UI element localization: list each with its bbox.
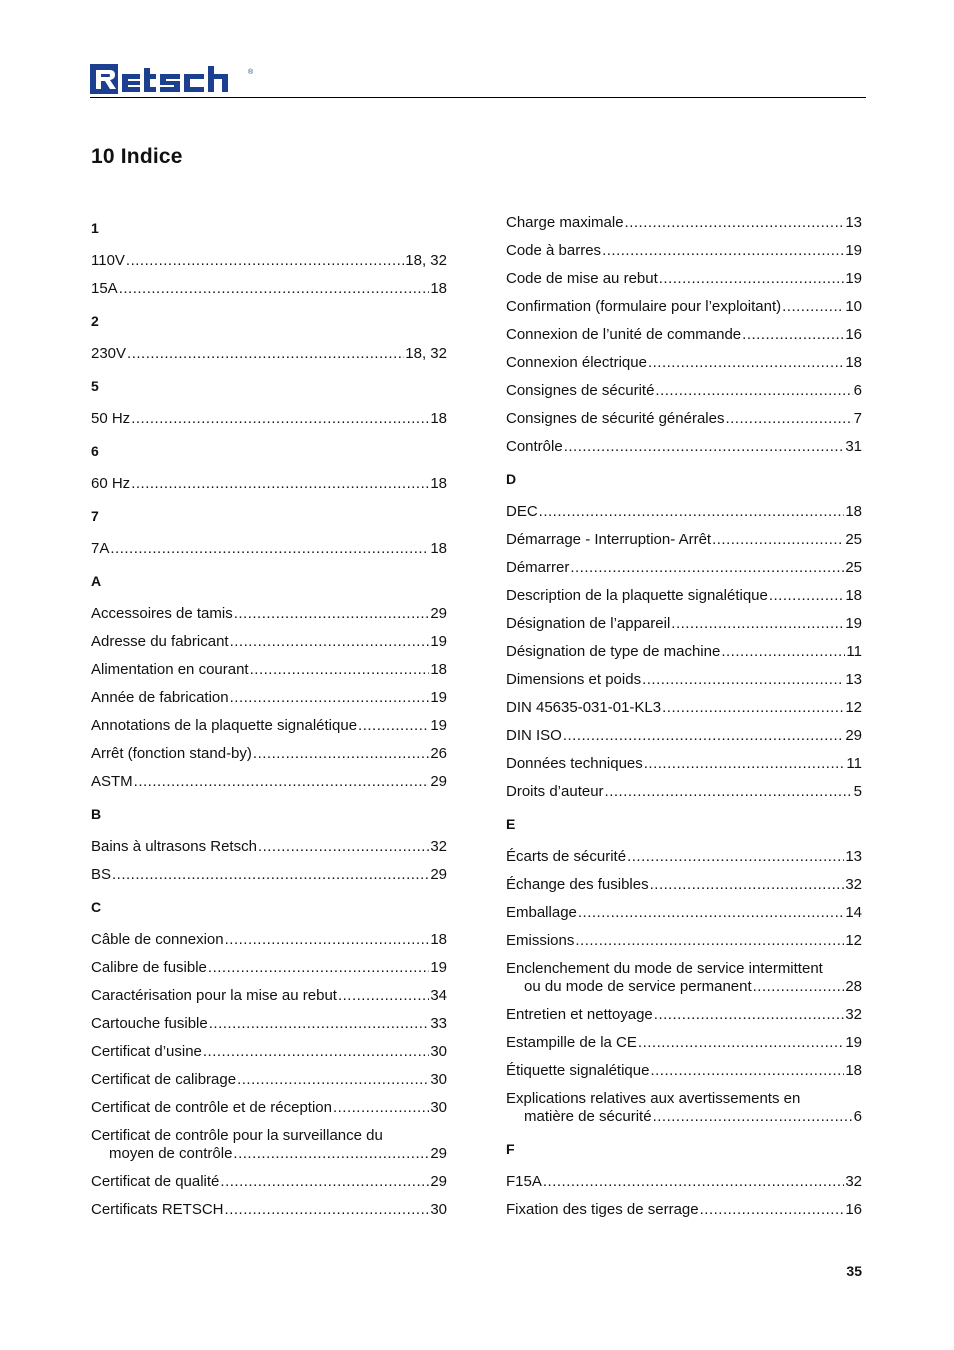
index-term: Caractérisation pour la mise au rebut [91,987,337,1004]
dot-leader [131,475,429,493]
dot-leader [543,1173,844,1191]
page-reference: 25 [845,559,862,576]
index-entry [506,727,862,745]
page-reference: 18 [845,587,862,604]
page-reference: 32 [845,876,862,893]
index-entry [506,755,862,773]
index-term: 15A [91,280,118,297]
dot-leader [625,214,845,232]
page-reference: 6 [853,1108,862,1125]
dot-leader [769,587,844,605]
dot-leader [650,1062,844,1080]
dot-leader [644,755,846,773]
index-entry [91,959,447,977]
index-term-continued: moyen de contrôle [109,1145,233,1162]
dot-leader [333,1099,429,1117]
index-term: Année de fabrication [91,689,229,706]
index-term: Écarts de sécurité [506,848,627,865]
dot-leader [575,932,844,950]
dot-leader [119,280,430,298]
header-rule [90,97,866,98]
page-reference: 29 [430,866,447,883]
dot-leader [671,615,844,633]
dot-leader [253,745,429,763]
section-title: Indice [120,145,183,168]
index-entry [506,382,862,400]
dot-leader [110,540,429,558]
index-entry [91,475,447,493]
dot-leader [563,727,844,745]
page-reference: 18 [430,661,447,678]
index-entry [506,1006,862,1024]
page-reference: 33 [430,1015,447,1032]
index-entry [506,1062,862,1080]
page-reference: 18 [845,1062,862,1079]
retsch-logo [90,62,258,96]
index-term: Fixation des tiges de serrage [506,1201,699,1218]
page-reference: 32 [845,1006,862,1023]
index-term: Certificat de qualité [91,1173,220,1190]
page-reference: 6 [853,382,862,399]
index-entry [506,671,862,689]
page-reference: 19 [430,633,447,650]
index-entry [506,410,862,428]
dot-leader [655,382,852,400]
page-reference: 18 [430,475,447,492]
index-entry [91,1201,447,1219]
dot-leader [650,876,845,894]
index-entry [506,438,862,456]
dot-leader [539,503,845,521]
index-entry [91,633,447,651]
index-term: Cartouche fusible [91,1015,208,1032]
index-term: 50 Hz [91,410,131,427]
index-entry [506,643,862,661]
page-number: 35 [846,1263,862,1279]
page-reference: 12 [845,932,862,949]
index-term: DIN ISO [506,727,562,744]
page-reference: 31 [845,438,862,455]
dot-leader [638,1034,844,1052]
index-entry [506,559,862,577]
dot-leader [700,1201,845,1219]
index-entry [506,1034,862,1052]
index-term: Annotations de la plaquette signalétique [91,717,358,734]
index-term: Arrêt (fonction stand-by) [91,745,252,762]
page-reference: 29 [845,727,862,744]
index-term: Code à barres [506,242,602,259]
page-reference: 19 [845,242,862,259]
index-term: 60 Hz [91,475,131,492]
index-entry [91,1043,447,1061]
index-term: Câble de connexion [91,931,224,948]
index-entry [506,932,862,950]
page-reference: 32 [845,1173,862,1190]
page-reference: 11 [846,643,862,660]
index-term: DEC [506,503,538,520]
dot-leader [602,242,844,260]
registered-mark: ® [248,69,254,76]
page-reference: 13 [845,214,862,231]
dot-leader [258,838,429,856]
index-letter: C [91,899,102,915]
dot-leader [605,783,853,801]
index-entry [91,717,447,735]
index-term: Entretien et nettoyage [506,1006,653,1023]
page-reference: 19 [845,1034,862,1051]
index-letter: A [91,573,102,589]
dot-leader [742,326,844,344]
index-entry [91,838,447,856]
index-term: BS [91,866,112,883]
dot-leader [338,987,429,1005]
index-term: Charge maximale [506,214,624,231]
index-term: F15A [506,1173,542,1190]
page-reference: 18 [845,503,862,520]
dot-leader [662,699,844,717]
index-term: Accessoires de tamis [91,605,233,622]
dot-leader [659,270,845,288]
index-term: Démarrage - Interruption- Arrêt [506,531,712,548]
index-term: Certificats RETSCH [91,1201,224,1218]
page-reference: 28 [845,978,862,995]
index-term: Description de la plaquette signalétique [506,587,768,604]
dot-leader [782,298,844,316]
dot-leader [654,1006,845,1024]
page-reference: 30 [430,1043,447,1060]
index-entry [91,773,447,791]
dot-leader [721,643,845,661]
page-reference: 18 [430,540,447,557]
index-term: 110V [91,252,125,269]
dot-leader [358,717,429,735]
index-entry [91,540,447,558]
index-letter: F [506,1141,515,1157]
index-entry [506,326,862,344]
index-entry [91,410,447,428]
dot-leader [712,531,844,549]
index-entry [91,280,447,298]
dot-leader [648,354,844,372]
index-term: Adresse du fabricant [91,633,229,650]
index-entry [91,345,447,363]
index-term: Enclenchement du mode de service intermittent [506,960,823,977]
dot-leader [570,559,844,577]
dot-leader [250,661,430,679]
index-entry [506,587,862,605]
index-entry [91,745,447,763]
dot-leader [564,438,845,456]
page-reference: 19 [845,615,862,632]
index-term: Désignation de type de machine [506,643,721,660]
page-reference: 13 [845,848,862,865]
index-term: 230V [91,345,127,362]
index-term: Code de mise au rebut [506,270,658,287]
index-term: Droits d’auteur [506,783,604,800]
index-entry [91,605,447,623]
page-reference: 18, 32 [405,252,447,269]
index-entry [506,1201,862,1219]
index-term: ASTM [91,773,133,790]
index-term: Certificat de calibrage [91,1071,237,1088]
index-term: Bains à ultrasons Retsch [91,838,257,855]
index-entry [506,270,862,288]
dot-leader [725,410,852,428]
index-term: Échange des fusibles [506,876,649,893]
page-reference: 5 [853,783,862,800]
index-entry [91,931,447,949]
dot-leader [112,866,429,884]
index-entry [91,252,447,270]
index-entry [91,1071,447,1089]
index-entry [506,1090,862,1126]
index-term: Emballage [506,904,577,921]
dot-leader [131,410,429,428]
index-entry [91,1015,447,1033]
page-title [91,145,189,169]
page-reference: 30 [430,1201,447,1218]
index-entry [91,987,447,1005]
index-letter: 5 [91,378,99,394]
page-reference: 19 [430,959,447,976]
index-entry [506,531,862,549]
page-reference: 26 [430,745,447,762]
dot-leader [127,345,404,363]
page-reference: 18 [430,280,447,297]
index-entry [506,876,862,894]
index-term: Alimentation en courant [91,661,249,678]
index-entry [506,904,862,922]
index-term: Dimensions et poids [506,671,642,688]
index-term: Estampille de la CE [506,1034,637,1051]
index-term: DIN 45635-031-01-KL3 [506,699,662,716]
dot-leader [653,1108,853,1126]
page-reference: 18 [430,931,447,948]
dot-leader [209,1015,430,1033]
index-term: Certificat de contrôle et de réception [91,1099,332,1116]
page-reference: 16 [845,326,862,343]
index-entry [506,214,862,232]
page-reference: 19 [845,270,862,287]
page-reference: 19 [430,689,447,706]
index-term: Confirmation (formulaire pour l’exploitant) [506,298,782,315]
index-letter: 2 [91,313,99,329]
index-entry [506,298,862,316]
index-entry [506,615,862,633]
index-letter: B [91,806,102,822]
page-reference: 18 [845,354,862,371]
page-reference: 29 [430,605,447,622]
index-entry [506,699,862,717]
index-letter: D [506,471,517,487]
index-letter: 1 [91,220,99,236]
index-letter: E [506,816,516,832]
dot-leader [627,848,844,866]
index-entry [91,661,447,679]
index-entry [506,242,862,260]
page-reference: 32 [430,838,447,855]
index-letter: 7 [91,508,99,524]
index-entry [506,503,862,521]
index-entry [506,783,862,801]
page-reference: 25 [845,531,862,548]
dot-leader [126,252,404,270]
index-term: Connexion électrique [506,354,647,371]
page-reference: 18, 32 [405,345,447,362]
index-term: Contrôle [506,438,563,455]
dot-leader [225,1201,430,1219]
index-term: Certificat d’usine [91,1043,202,1060]
index-term: Étiquette signalétique [506,1062,650,1079]
dot-leader [230,689,430,707]
index-term-continued: ou du mode de service permanent [524,978,752,995]
dot-leader [233,1145,429,1163]
dot-leader [642,671,844,689]
index-term-continued: matière de sécurité [524,1108,652,1125]
index-entry [91,1173,447,1191]
index-term: Calibre de fusible [91,959,207,976]
index-entry [91,1127,447,1163]
index-term: Consignes de sécurité générales [506,410,725,427]
page-reference: 30 [430,1071,447,1088]
page-reference: 11 [846,755,862,772]
index-term: Explications relatives aux avertissements en [506,1090,801,1107]
page-reference: 34 [430,987,447,1004]
index-term: Emissions [506,932,575,949]
page-reference: 10 [845,298,862,315]
index-term: Consignes de sécurité [506,382,655,399]
page-reference: 29 [430,773,447,790]
section-number: 10 [91,145,115,168]
dot-leader [578,904,844,922]
page-reference: 29 [430,1173,447,1190]
page-reference: 16 [845,1201,862,1218]
index-entry [91,689,447,707]
dot-leader [230,633,430,651]
dot-leader [203,1043,429,1061]
page-reference: 14 [845,904,862,921]
page-reference: 30 [430,1099,447,1116]
dot-leader [220,1173,429,1191]
dot-leader [134,773,430,791]
index-term: Données techniques [506,755,643,772]
page-reference: 29 [430,1145,447,1162]
index-entry [506,354,862,372]
index-term: Certificat de contrôle pour la surveillance du [91,1127,383,1144]
index-entry [506,848,862,866]
dot-leader [225,931,430,949]
index-term: Démarrer [506,559,570,576]
dot-leader [237,1071,429,1089]
index-term: Connexion de l’unité de commande [506,326,742,343]
index-letter: 6 [91,443,99,459]
index-entry [506,960,862,996]
page-reference: 13 [845,671,862,688]
page-reference: 19 [430,717,447,734]
dot-leader [753,978,845,996]
dot-leader [208,959,429,977]
index-term: Désignation de l’appareil [506,615,671,632]
index-entry [91,1099,447,1117]
index-entry [91,866,447,884]
dot-leader [234,605,430,623]
page-reference: 12 [845,699,862,716]
page-reference: 18 [430,410,447,427]
index-term: 7A [91,540,110,557]
index-entry [506,1173,862,1191]
page-reference: 7 [853,410,862,427]
